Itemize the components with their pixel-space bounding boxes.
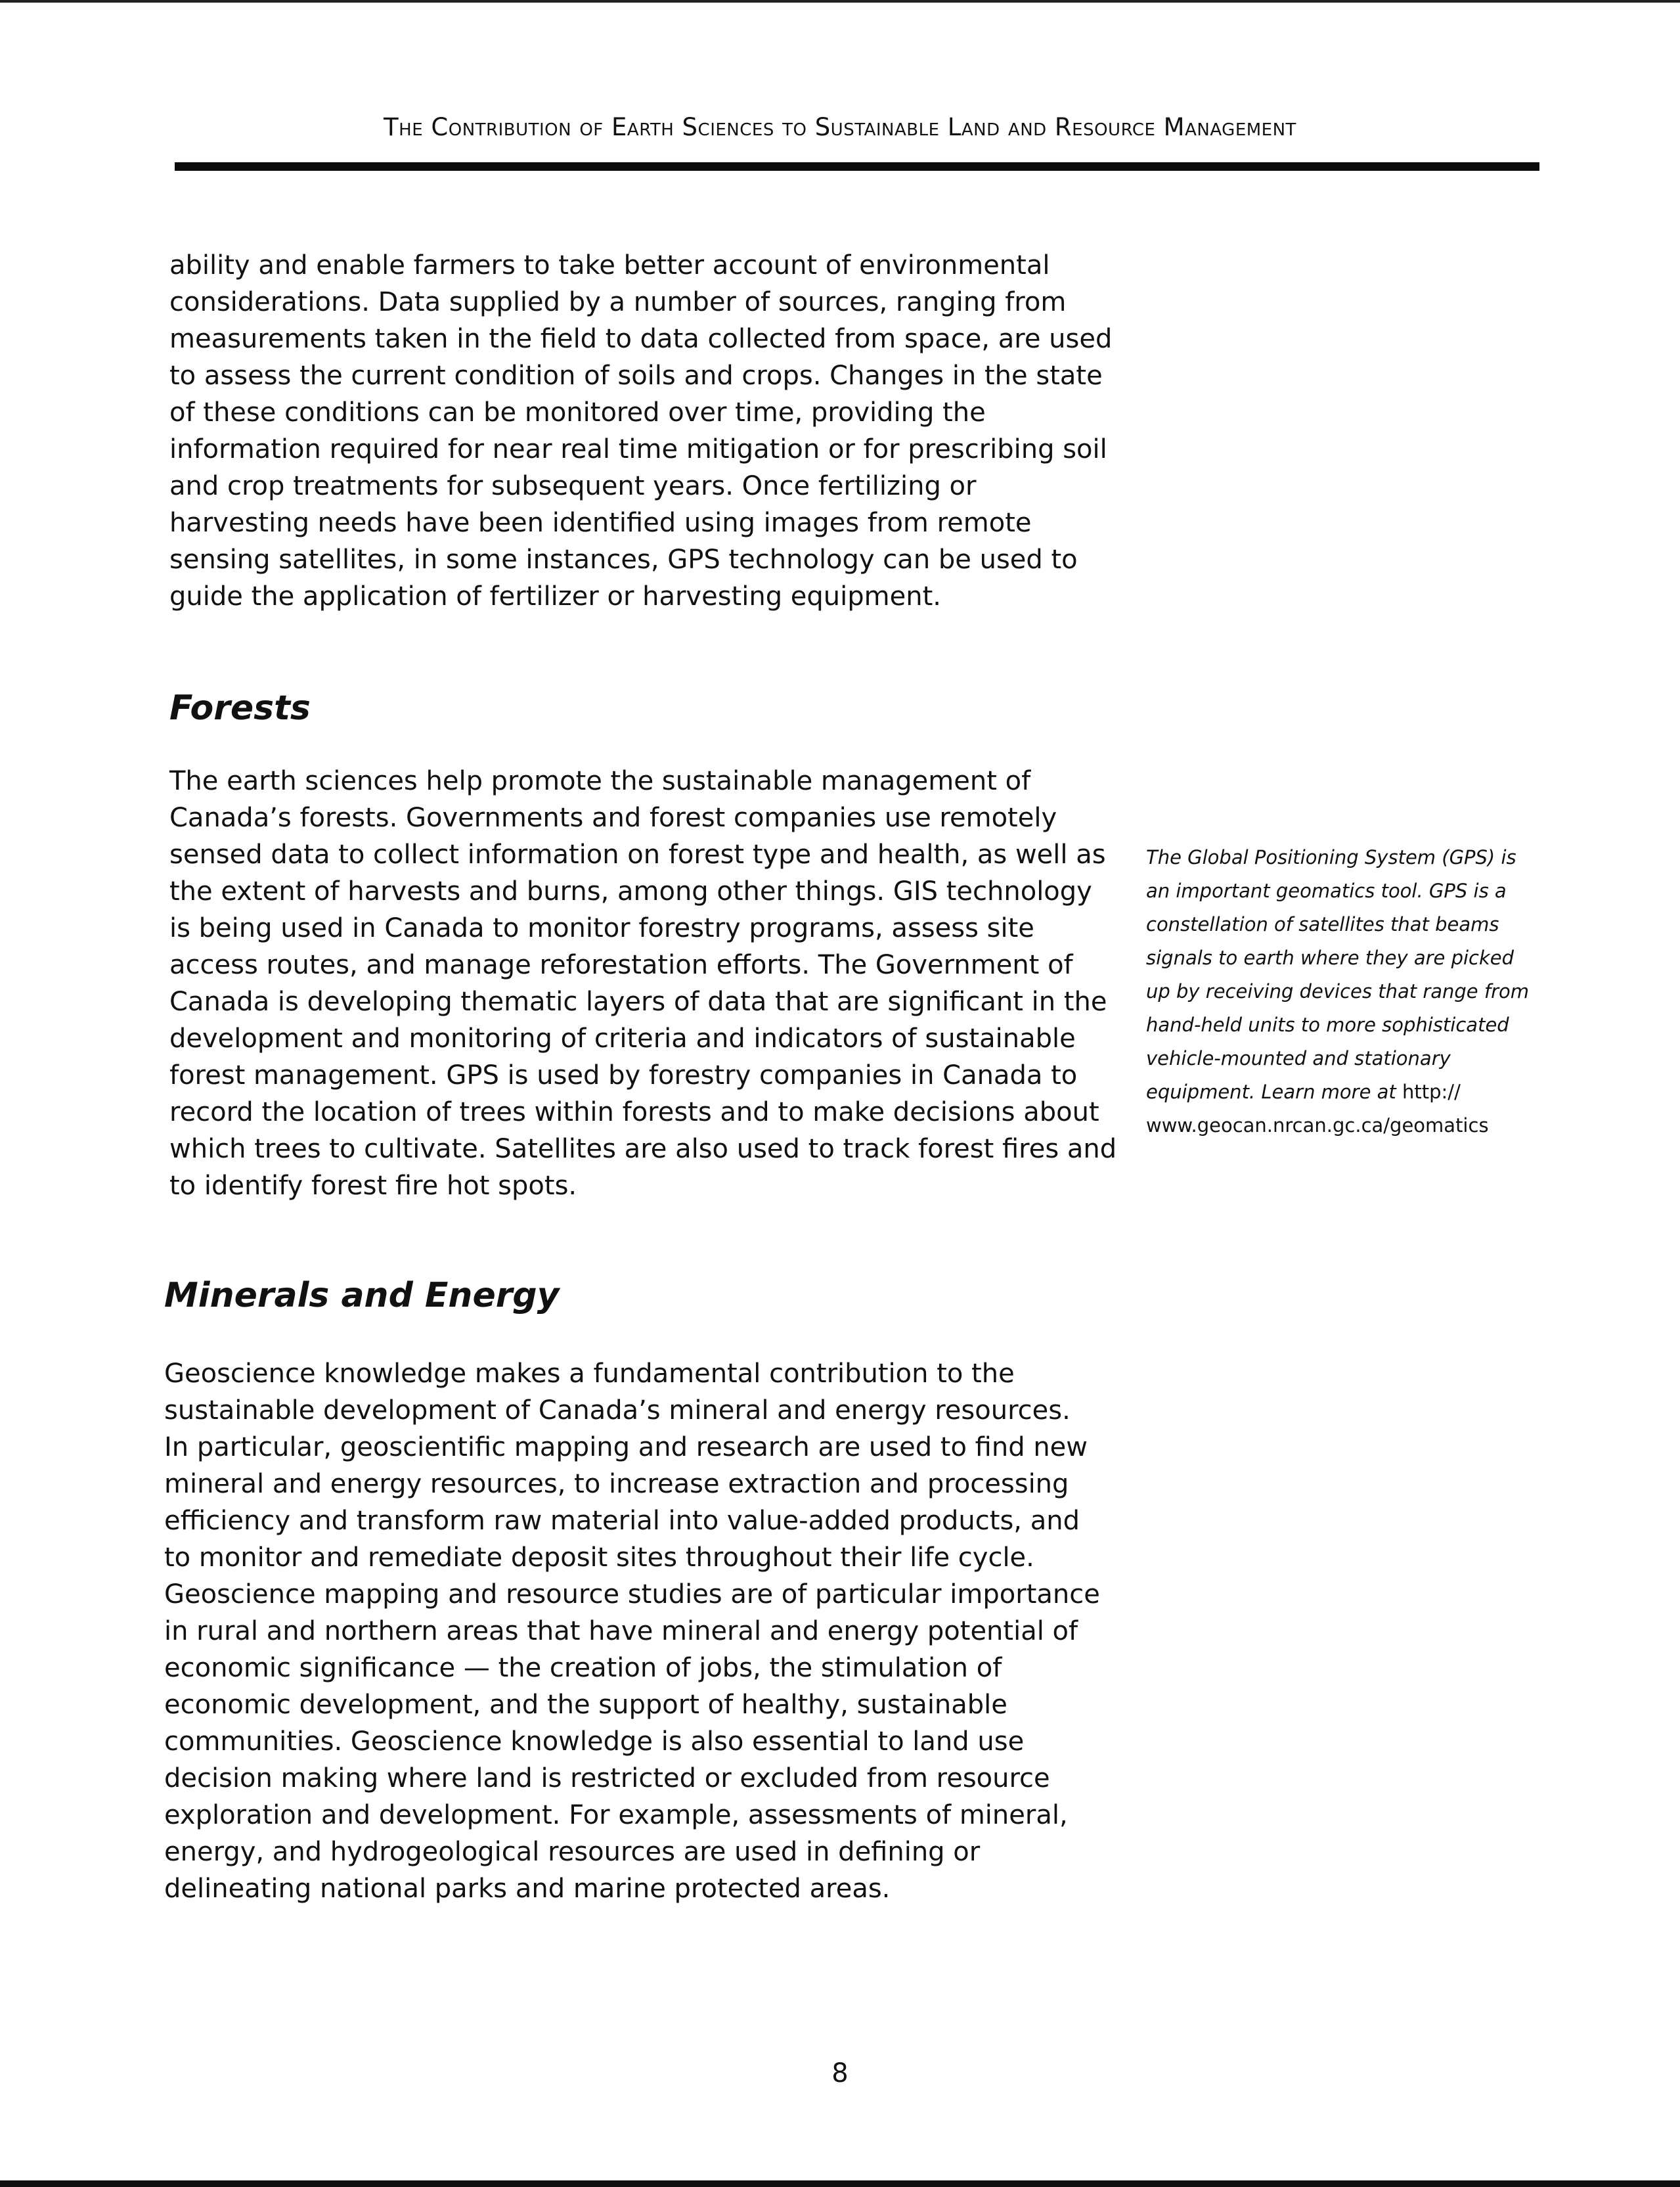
sidebar-line: an important geomatics tool. GPS is a bbox=[1146, 880, 1507, 902]
text-line: delineating national parks and marine protected areas. bbox=[164, 1874, 891, 1904]
sidebar-url-start: http:// bbox=[1402, 1081, 1461, 1103]
text-line: In particular, geoscientific mapping and research are used to find new bbox=[164, 1432, 1088, 1462]
text-line: mineral and energy resources, to increase extraction and processing bbox=[164, 1469, 1069, 1499]
sidebar-note bbox=[1146, 841, 1566, 1142]
text-line: to monitor and remediate deposit sites throughout their life cycle. bbox=[164, 1543, 1034, 1573]
text-line: decision making where land is restricted or excluded from resource bbox=[164, 1763, 1050, 1793]
text-line: measurements taken in the field to data collected from space, are used bbox=[169, 324, 1113, 354]
forests-heading: Forests bbox=[169, 688, 311, 728]
intro-paragraph bbox=[169, 247, 1113, 615]
text-line: sensed data to collect information on forest type and health, as well as bbox=[169, 840, 1106, 870]
minerals-energy-heading: Minerals and Energy bbox=[164, 1276, 560, 1315]
text-line: The earth sciences help promote the sustainable management of bbox=[169, 766, 1031, 796]
text-line: harvesting needs have been identified using images from remote bbox=[169, 508, 1032, 538]
text-line: economic development, and the support of healthy, sustainable bbox=[164, 1690, 1007, 1720]
text-line: energy, and hydrogeological resources are used in defining or bbox=[164, 1837, 981, 1867]
running-header: The Contribution of Earth Sciences to Sustainable Land and Resource Management bbox=[384, 113, 1296, 141]
text-line: communities. Geoscience knowledge is also essential to land use bbox=[164, 1726, 1025, 1757]
sidebar-line: vehicle-mounted and stationary bbox=[1146, 1047, 1451, 1070]
text-line: sensing satellites, in some instances, GPS technology can be used to bbox=[169, 545, 1078, 575]
forests-paragraph bbox=[169, 763, 1117, 1204]
text-line: efficiency and transform raw material into value-added products, and bbox=[164, 1506, 1080, 1536]
sidebar-url: www.geocan.nrcan.gc.ca/geomatics bbox=[1146, 1114, 1489, 1137]
text-line: guide the application of fertilizer or harvesting equipment. bbox=[169, 581, 941, 612]
minerals-paragraph bbox=[164, 1355, 1100, 1907]
text-line: Geoscience knowledge makes a fundamental contribution to the bbox=[164, 1359, 1015, 1389]
text-line: Canada is developing thematic layers of data that are significant in the bbox=[169, 987, 1107, 1017]
sidebar-line: hand-held units to more sophisticated bbox=[1146, 1014, 1509, 1036]
text-line: to identify forest fire hot spots. bbox=[169, 1171, 577, 1201]
text-line: development and monitoring of criteria and indicators of sustainable bbox=[169, 1024, 1076, 1054]
bottom-border-rule bbox=[0, 2180, 1680, 2187]
text-line: the extent of harvests and burns, among other things. GIS technology bbox=[169, 876, 1092, 907]
text-line: sustainable development of Canada’s mineral and energy resources. bbox=[164, 1395, 1071, 1426]
text-line: in rural and northern areas that have mineral and energy potential of bbox=[164, 1616, 1078, 1646]
text-line: Geoscience mapping and resource studies are of particular importance bbox=[164, 1579, 1100, 1610]
text-line: considerations. Data supplied by a number of sources, ranging from bbox=[169, 287, 1067, 317]
text-line: Canada’s forests. Governments and forest companies use remotely bbox=[169, 803, 1057, 833]
text-line: which trees to cultivate. Satellites are also used to track forest fires and bbox=[169, 1134, 1117, 1164]
text-line: economic significance — the creation of jobs, the stimulation of bbox=[164, 1653, 1002, 1683]
text-line: of these conditions can be monitored over time, providing the bbox=[169, 397, 986, 428]
text-line: and crop treatments for subsequent years. Once fertilizing or bbox=[169, 471, 977, 501]
text-line: ability and enable farmers to take better account of environmental bbox=[169, 250, 1050, 281]
text-line: record the location of trees within forests and to make decisions about bbox=[169, 1097, 1099, 1127]
text-line: forest management. GPS is used by forestry companies in Canada to bbox=[169, 1060, 1078, 1091]
sidebar-line: The Global Positioning System (GPS) is bbox=[1146, 846, 1516, 868]
sidebar-line: signals to earth where they are picked bbox=[1146, 947, 1514, 969]
text-line: exploration and development. For example, assessments of mineral, bbox=[164, 1800, 1068, 1830]
page-number: 8 bbox=[831, 2058, 849, 2088]
header-rule bbox=[175, 162, 1539, 171]
text-line: to assess the current condition of soils and crops. Changes in the state bbox=[169, 361, 1103, 391]
text-line: information required for near real time mitigation or for prescribing soil bbox=[169, 434, 1107, 464]
top-border-rule bbox=[0, 0, 1680, 3]
sidebar-line: equipment. Learn more at bbox=[1146, 1081, 1396, 1103]
text-line: is being used in Canada to monitor forestry programs, assess site bbox=[169, 913, 1034, 943]
text-line: access routes, and manage reforestation efforts. The Government of bbox=[169, 950, 1073, 980]
sidebar-line: up by receiving devices that range from bbox=[1146, 980, 1529, 1003]
sidebar-line: constellation of satellites that beams bbox=[1146, 913, 1499, 936]
sidebar-line-with-url bbox=[1146, 1075, 1566, 1109]
